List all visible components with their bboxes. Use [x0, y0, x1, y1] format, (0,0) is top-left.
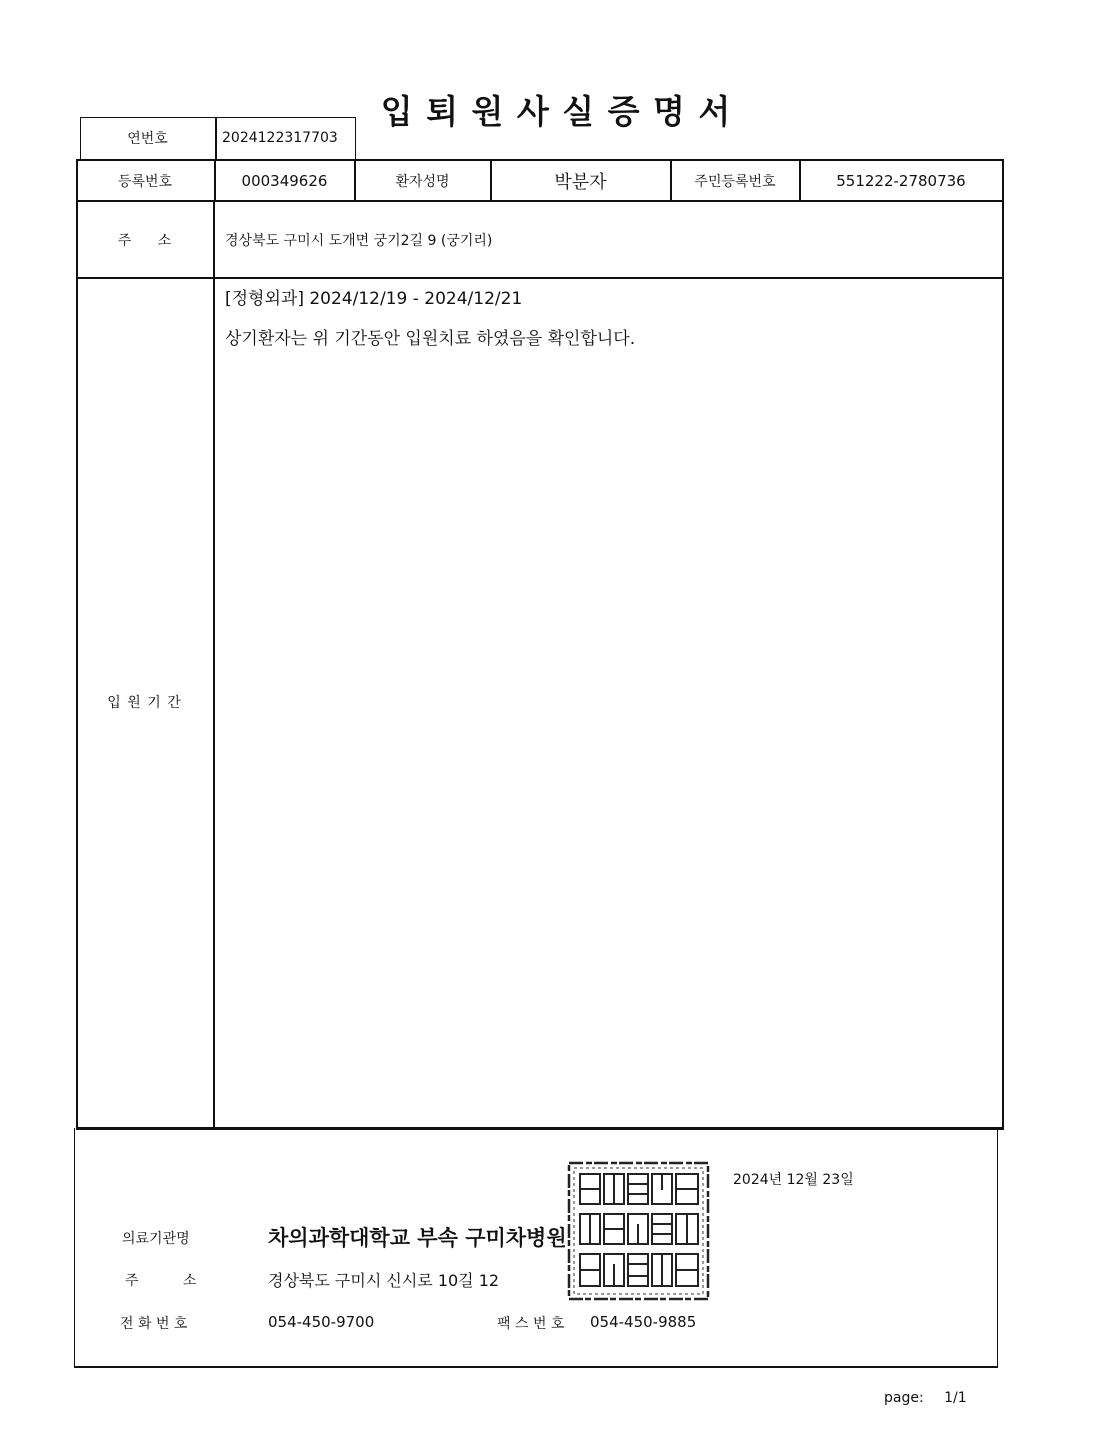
- admission-statement: 상기환자는 위 기간동안 입원치료 하였음을 확인합니다.: [225, 329, 636, 349]
- institution-address-label: 주 소: [125, 1273, 197, 1289]
- main-table-frame: [76, 159, 1004, 1130]
- address-label: 주 소: [117, 232, 172, 249]
- fax-value: 054-450-9885: [590, 1313, 697, 1331]
- row2-bottom-line: [76, 277, 1004, 279]
- resident-number-label: 주민등록번호: [694, 173, 776, 190]
- admission-period-text: [정형외과] 2024/12/19 - 2024/12/21: [225, 289, 523, 309]
- serial-label: 연번호: [127, 131, 168, 147]
- serial-divider: [215, 117, 217, 159]
- page-label: page:: [884, 1390, 924, 1406]
- issue-date: 2024년 12월 23일: [733, 1172, 854, 1188]
- institution-address-value: 경상북도 구미시 신시로 10길 12: [268, 1271, 500, 1290]
- patient-name-label: 환자성명: [395, 173, 450, 190]
- serial-value: 2024122317703: [222, 130, 338, 146]
- registration-number-label: 등록번호: [117, 173, 173, 190]
- phone-label: 전 화 번 호: [120, 1316, 188, 1332]
- document-title: 입 퇴 원 사 실 증 명 서: [380, 92, 732, 131]
- fax-label: 팩 스 번 호: [497, 1316, 565, 1332]
- address-value: 경상북도 구미시 도개면 궁기2길 9 (궁기리): [225, 232, 493, 249]
- institution-name-value: 차의과학대학교 부속 구미차병원: [268, 1226, 567, 1250]
- patient-name-value: 박분자: [554, 171, 607, 193]
- phone-value: 054-450-9700: [268, 1313, 375, 1331]
- registration-number-value: 000349626: [241, 171, 328, 190]
- page-indicator: [884, 1390, 967, 1406]
- admission-period-label: 입 원 기 간: [107, 695, 182, 711]
- resident-number-value: 551222-2780736: [836, 171, 966, 190]
- hospital-seal-stamp: [566, 1160, 711, 1302]
- page-value: 1/1: [944, 1390, 967, 1406]
- institution-name-label: 의료기관명: [122, 1231, 190, 1247]
- left-column-divider: [213, 201, 215, 1127]
